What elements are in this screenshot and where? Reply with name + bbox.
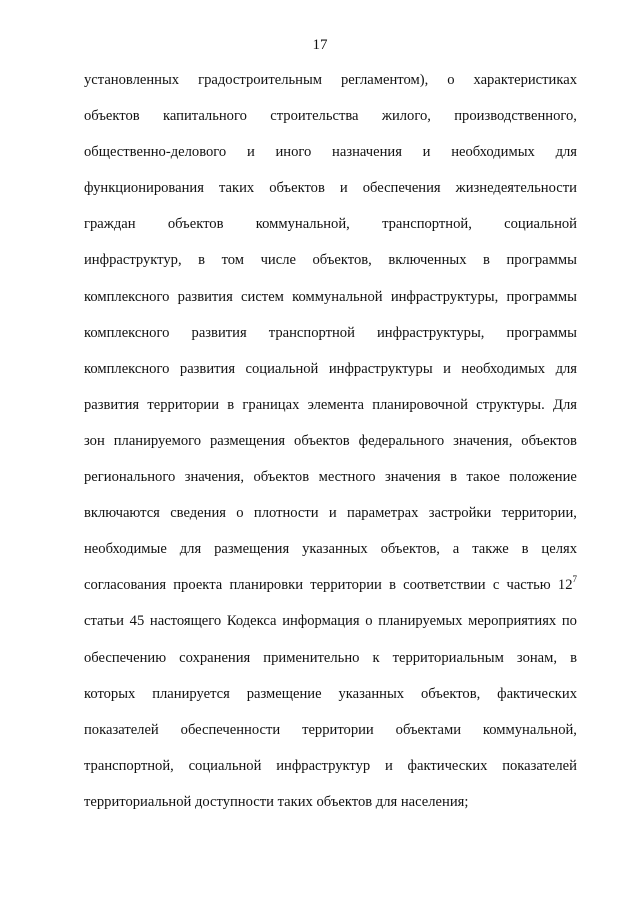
word: применительно xyxy=(263,649,360,666)
word: плотности xyxy=(253,505,319,522)
word: необходимые xyxy=(84,541,167,558)
word: показателей xyxy=(502,757,577,774)
word: необходимых xyxy=(451,144,535,161)
word: объектов xyxy=(521,432,577,449)
word: характеристиках xyxy=(473,72,577,88)
text-line xyxy=(84,644,577,680)
text-line xyxy=(84,607,577,643)
word: указанных xyxy=(302,541,368,558)
word: планируемого xyxy=(113,432,202,449)
word: для xyxy=(555,144,577,161)
word: программы xyxy=(506,288,577,305)
word: зонам, xyxy=(516,649,558,666)
word: планируется xyxy=(152,685,230,702)
word: к xyxy=(372,649,380,666)
word: развития xyxy=(177,288,233,305)
word: инфраструктур xyxy=(276,757,371,774)
text-line xyxy=(84,246,577,282)
text-line xyxy=(84,680,577,716)
word: также xyxy=(472,541,509,558)
paragraph xyxy=(84,66,577,824)
word: объектов, xyxy=(420,685,481,702)
word: коммунальной, xyxy=(255,216,350,233)
word: значения xyxy=(385,469,441,486)
word: инфраструктур, xyxy=(84,252,182,269)
text-line xyxy=(84,571,577,607)
word: фактических xyxy=(407,757,488,774)
word: зон xyxy=(84,432,105,449)
text-line xyxy=(84,66,577,102)
word: назначения xyxy=(332,144,402,161)
word: обеспеченности xyxy=(180,721,281,738)
word: строительства xyxy=(270,108,359,125)
word: объектов xyxy=(167,216,224,233)
word: планировочной xyxy=(372,396,468,413)
word: сведения xyxy=(170,505,226,522)
word: о xyxy=(365,613,373,630)
page-number: 17 xyxy=(312,37,328,53)
word: указанных xyxy=(338,685,405,702)
word: транспортной, xyxy=(382,216,472,233)
text-line xyxy=(84,752,577,788)
word: проекта xyxy=(173,577,223,594)
word: таких xyxy=(218,180,255,197)
word: согласования xyxy=(84,577,167,594)
word: частью xyxy=(506,577,551,594)
word: необходимых xyxy=(461,360,546,377)
word: комплексного xyxy=(84,324,170,341)
word: настоящего xyxy=(149,613,222,630)
word: 45 xyxy=(129,613,145,630)
word: фактических xyxy=(497,685,577,702)
word: территории xyxy=(302,721,374,738)
word: в xyxy=(521,541,529,558)
word: с xyxy=(492,577,500,594)
word: планировки xyxy=(229,577,304,594)
word: производственного, xyxy=(454,108,577,125)
word: соответствии xyxy=(403,577,486,594)
word: которых xyxy=(84,685,136,702)
text-line xyxy=(84,319,577,355)
word: инфраструктуры, xyxy=(377,324,485,341)
superscript: 7 xyxy=(572,574,577,585)
word: в xyxy=(483,252,490,269)
word: жизнедеятельности xyxy=(455,180,577,197)
word: планируемых xyxy=(378,613,463,630)
word: транспортной, xyxy=(84,757,174,774)
word: значения, xyxy=(453,432,513,449)
word: показателей xyxy=(84,721,159,738)
text-line xyxy=(84,174,577,210)
word: объектов xyxy=(253,469,310,486)
word: размещение xyxy=(246,685,322,702)
word: регламентом), xyxy=(340,72,429,88)
word: включенных xyxy=(388,252,467,269)
word: размещения xyxy=(214,541,290,558)
text-line xyxy=(84,138,577,174)
word: социальной xyxy=(245,360,319,377)
word: такое xyxy=(466,469,500,486)
word: застройки xyxy=(428,505,492,522)
word: общественно-делового xyxy=(84,144,227,161)
word: мероприятиях xyxy=(468,613,557,630)
word: Для xyxy=(552,396,577,413)
word: развития xyxy=(84,396,140,413)
word: параметрах xyxy=(347,505,419,522)
text-line xyxy=(84,391,577,427)
word: объектов, xyxy=(380,541,440,558)
word: объектов xyxy=(84,108,140,125)
text-line xyxy=(84,355,577,391)
text-line xyxy=(84,102,577,138)
text-line xyxy=(84,210,577,246)
word: развития xyxy=(179,360,236,377)
word: объектов, xyxy=(312,252,372,269)
word: граждан xyxy=(84,216,136,233)
word: регионального xyxy=(84,469,176,486)
word: инфраструктуры, xyxy=(390,288,499,305)
word: значения, xyxy=(184,469,244,486)
word: в xyxy=(198,252,206,269)
word: иного xyxy=(275,144,312,161)
text-line xyxy=(84,535,577,571)
text-line xyxy=(84,427,577,463)
word: территории xyxy=(147,396,220,413)
word: включаются xyxy=(84,505,160,522)
word: числе xyxy=(260,252,296,269)
word: и xyxy=(422,144,431,161)
word: социальной xyxy=(504,216,577,233)
word: структуры. xyxy=(476,396,545,413)
word: местного xyxy=(318,469,376,486)
word: о xyxy=(447,72,455,88)
word: коммунальной xyxy=(292,288,383,305)
word: для xyxy=(555,360,577,377)
word: о xyxy=(236,505,244,522)
word: $12^7$ xyxy=(557,574,577,594)
word: по xyxy=(561,613,577,630)
word: для xyxy=(179,541,202,558)
word: в xyxy=(570,649,577,666)
text-line xyxy=(84,788,577,824)
word: том xyxy=(221,252,245,269)
word: положение xyxy=(509,469,577,486)
word: территории, xyxy=(501,505,577,522)
word: комплексного xyxy=(84,360,170,377)
text-line xyxy=(84,499,577,535)
word: обеспечению xyxy=(84,649,167,666)
word: инфраструктуры xyxy=(328,360,433,377)
word: и xyxy=(443,360,451,377)
word: федерального xyxy=(358,432,445,449)
word: в xyxy=(389,577,396,594)
word: жилого, xyxy=(381,108,431,125)
word: программы xyxy=(506,324,577,341)
word: Кодекса xyxy=(226,613,277,630)
word: систем xyxy=(241,288,284,305)
text-line xyxy=(84,716,577,752)
word: элемента xyxy=(307,396,364,413)
word: территориальной доступности таких объектов для населения; xyxy=(84,793,469,810)
word: транспортной xyxy=(268,324,355,341)
word: границах xyxy=(242,396,300,413)
text-line xyxy=(84,283,577,319)
word: развития xyxy=(191,324,247,341)
word: территориальным xyxy=(392,649,504,666)
word: градостроительным xyxy=(198,72,323,88)
word: статьи xyxy=(84,613,124,630)
word: информация xyxy=(282,613,360,630)
word: объектами xyxy=(395,721,461,738)
word: в xyxy=(227,396,235,413)
word: коммунальной, xyxy=(482,721,577,738)
word: объектов xyxy=(269,180,325,197)
word: и xyxy=(339,180,348,197)
word: размещения xyxy=(210,432,286,449)
word: и xyxy=(328,505,337,522)
word: целях xyxy=(541,541,577,558)
word: функционирования xyxy=(84,180,204,197)
word: объектов xyxy=(294,432,350,449)
text-line xyxy=(84,463,577,499)
word: обеспечения xyxy=(362,180,441,197)
word: комплексного xyxy=(84,288,170,305)
word: и xyxy=(384,757,393,774)
word: программы xyxy=(506,252,577,269)
word: социальной xyxy=(188,757,262,774)
word: а xyxy=(452,541,460,558)
word: территории xyxy=(310,577,382,594)
word: сохранения xyxy=(179,649,251,666)
word: в xyxy=(450,469,458,486)
word: установленных xyxy=(84,72,180,88)
word: капитального xyxy=(163,108,247,125)
word: и xyxy=(246,144,255,161)
